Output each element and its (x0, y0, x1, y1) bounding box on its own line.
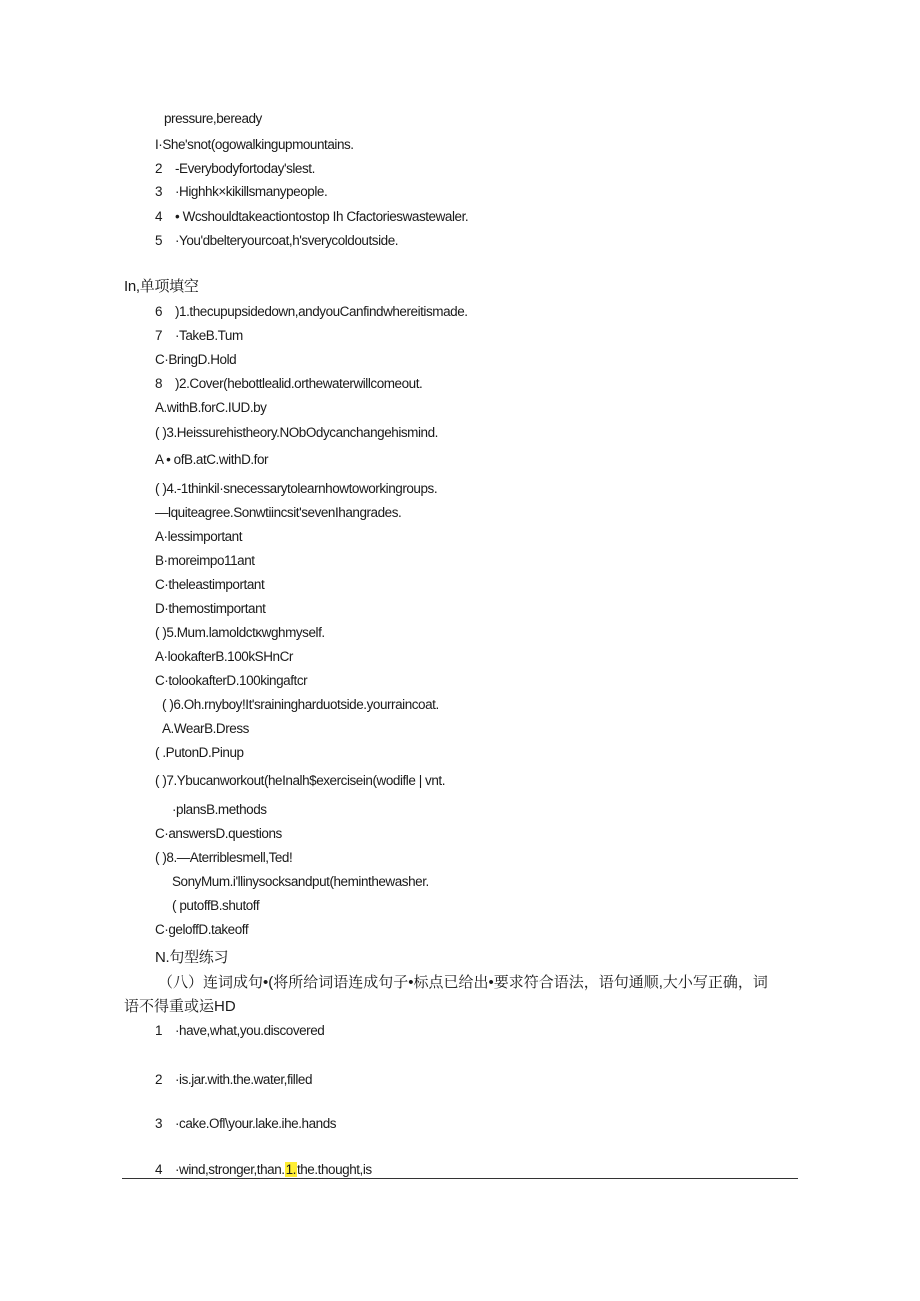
list-item (155, 376, 422, 392)
item-number: 3 (155, 184, 163, 199)
text-line: —lquiteagree.Sonwtiincsit'sevenIhangrades. (155, 505, 402, 520)
item-text: ·TakeB.Tum (175, 328, 243, 343)
text-line: I·She'snot(ogowalkingupmountains. (155, 137, 354, 152)
text-line: ·plansB.methods (172, 802, 267, 817)
list-item (155, 1162, 372, 1178)
section-heading: N.句型练习 (155, 949, 229, 966)
list-item (155, 184, 327, 200)
list-item (155, 233, 398, 249)
item-number: 4 (155, 1162, 163, 1177)
list-item (155, 1116, 336, 1132)
horizontal-rule (122, 1178, 798, 1179)
text-line: B·moreimpo11ant (155, 553, 255, 568)
text-line: ( )5.Mum.lamoldctκwghmyself. (155, 625, 325, 640)
item-text: ·Highhk×kikillsmanypeople. (175, 184, 328, 199)
section-heading: In,单项填空 (124, 278, 199, 295)
item-text: ·cake.Ofl\your.lake.ihe.hands (175, 1116, 337, 1131)
text-line: ( )6.Oh.rnyboy!It'srainingharduotside.yourraincoat. (162, 697, 439, 712)
item-number: 5 (155, 233, 163, 248)
text-line: A • ofB.atC.withD.for (155, 452, 269, 467)
text-line: C·tolookafterD.100kingaftcr (155, 673, 308, 688)
list-item (155, 1023, 324, 1039)
list-item (155, 328, 243, 344)
text-line: ( )3.Heissurehistheory.NObOdycanchangehismind. (155, 425, 438, 440)
item-text: ·wind,stronger,than. (175, 1162, 285, 1177)
item-number: 6 (155, 304, 163, 319)
list-item (155, 1072, 312, 1088)
text-line: SonyMum.i'llinysocksandput(heminthewasher. (172, 874, 429, 889)
list-item (155, 209, 468, 225)
item-text: ·have,what,you.discovered (175, 1023, 325, 1038)
list-item (155, 161, 315, 177)
text-line: ( )4.-1thinkil·snecessarytolearnhowtoworkingroups. (155, 481, 438, 496)
text-line: A·lookafterB.100kSHnCr (155, 649, 293, 664)
item-number: 3 (155, 1116, 163, 1131)
item-number: 2 (155, 161, 163, 176)
item-text: -Everybodyfortoday'slest. (175, 161, 315, 176)
item-text: )1.thecupupsidedown,andyouCanfindwhereitismade. (175, 304, 468, 319)
highlighted-text: 1. (285, 1162, 296, 1177)
text-line: ( .PutonD.Pinup (155, 745, 244, 760)
item-text: ·is.jar.with.the.water,filled (175, 1072, 313, 1087)
text-line: pressure,beready (164, 111, 262, 126)
list-item (155, 304, 468, 320)
item-number: 4 (155, 209, 163, 224)
text-line: ( )8.—Aterriblesmell,Ted! (155, 850, 293, 865)
text-line: C·theleastimportant (155, 577, 265, 592)
text-line: ( )7.Ybucanworkout(heInalh$exercisein(wodifle | vnt. (155, 773, 446, 788)
text-line: D·themostimportant (155, 601, 266, 616)
text-line: C·geloffD.takeoff (155, 922, 249, 937)
instruction-line: （八）连词成句•(将所给词语连成句子•标点已给出•要求符合语法，语句通顺,大小写正确，词 (158, 974, 768, 991)
item-number: 1 (155, 1023, 163, 1038)
instruction-line: 语不得重或运HD (124, 998, 236, 1015)
item-text: the.thought,is (296, 1162, 372, 1177)
item-text: • Wcshouldtakeactiontostop Ih Cfactorieswastewaler. (175, 209, 469, 224)
text-line: A·lessimportant (155, 529, 243, 544)
item-number: 8 (155, 376, 163, 391)
text-line: A.WearB.Dress (162, 721, 249, 736)
text-line: C·BringD.Hold (155, 352, 237, 367)
text-line: C·answersD.questions (155, 826, 282, 841)
item-number: 7 (155, 328, 163, 343)
item-text: )2.Cover(hebottlealid.orthewaterwillcomeout. (175, 376, 423, 391)
item-number: 2 (155, 1072, 163, 1087)
text-line: A.withB.forC.IUD.by (155, 400, 267, 415)
item-text: ·You'dbelteryourcoat,h'sverycoldoutside. (175, 233, 399, 248)
text-line: ( putoffB.shutoff (172, 898, 260, 913)
